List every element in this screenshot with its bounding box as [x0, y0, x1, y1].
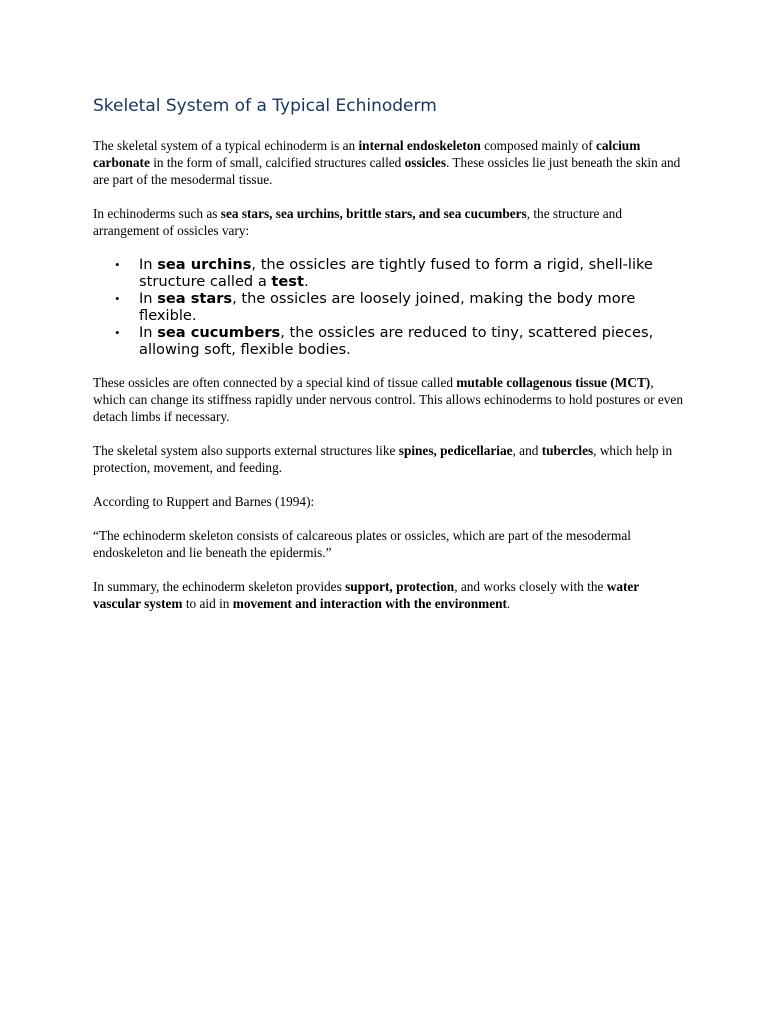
p1-text-1: The skeletal system of a typical echinoderm is an	[93, 138, 359, 153]
p1-bold-internal-endoskeleton: internal endoskeleton	[358, 138, 481, 153]
list-item-sea-stars	[93, 290, 669, 324]
p3-bold-mct: mutable collagenous tissue (MCT)	[456, 375, 651, 390]
p4-bold-tubercles: tubercles	[541, 443, 594, 458]
p7-text-4: .	[506, 596, 511, 611]
p2-text-2: , the structure and arrangement of ossicles vary:	[93, 206, 622, 238]
list-item-text: , the ossicles are reduced to tiny, scattered pieces, allowing soft, flexible bodies.	[139, 324, 654, 358]
list-item-sea-urchins	[93, 256, 669, 290]
p1-text-2: composed mainly of	[480, 138, 596, 153]
document-page	[93, 95, 683, 629]
bullet-marker: •	[115, 325, 120, 340]
p7-bold-movement: movement and interaction with the environment	[232, 596, 507, 611]
p4-text-3: , which help in protection, movement, and feeding.	[93, 443, 673, 475]
bullet-marker: •	[115, 291, 120, 306]
p7-text-2: , and works closely with the	[454, 579, 607, 594]
p2-bold-examples: sea stars, sea urchins, brittle stars, and sea cucumbers	[220, 206, 527, 221]
mct-paragraph	[93, 374, 683, 425]
document-title: Skeletal System of a Typical Echinoderm	[93, 96, 437, 116]
p7-text-1: In summary, the echinoderm skeleton provides	[93, 579, 346, 594]
p7-bold-support: support, protection	[345, 579, 455, 594]
list-item-bold: sea cucumbers	[157, 324, 281, 341]
p2-text-1: In echinoderms such as	[93, 206, 221, 221]
p1-bold-ossicles: ossicles	[404, 155, 447, 170]
external-structures-paragraph	[93, 442, 683, 476]
p1-text-3: in the form of small, calcified structures called	[149, 155, 405, 170]
list-item-text: In	[139, 290, 158, 307]
list-item-sea-cucumbers	[93, 324, 669, 358]
p1-text-4: . These ossicles lie just beneath the skin and are part of the mesodermal tissue.	[93, 155, 681, 187]
p7-bold-water-vascular: water vascular system	[93, 579, 639, 611]
p7-text-3: to aid in	[182, 596, 233, 611]
p1-bold-calcium-carbonate: calcium carbonate	[93, 138, 641, 170]
p4-text-2: , and	[512, 443, 542, 458]
summary-paragraph	[93, 578, 683, 612]
p3-text-1: These ossicles are often connected by a special kind of tissue called	[93, 375, 457, 390]
examples-paragraph	[93, 205, 683, 239]
list-item-bold: sea stars	[157, 290, 233, 307]
intro-paragraph	[93, 137, 683, 188]
list-item-text: In	[139, 324, 158, 341]
ossicle-variation-list	[93, 256, 683, 358]
p3-text-2: , which can change its stiffness rapidly under nervous control. This allows echinoderms to hold postures or even detach limbs if necessary.	[93, 375, 683, 424]
list-item-text: In	[139, 256, 158, 273]
citation-intro-paragraph: According to Ruppert and Barnes (1994):	[93, 494, 315, 509]
list-item-text: , the ossicles are tightly fused to form a rigid, shell-like structure called a	[139, 256, 653, 290]
list-item-text: .	[303, 273, 309, 290]
p4-text-1: The skeletal system also supports external structures like	[93, 443, 399, 458]
p4-bold-spines: spines, pedicellariae	[398, 443, 513, 458]
bullet-marker: •	[115, 257, 120, 272]
quote-paragraph: “The echinoderm skeleton consists of calcareous plates or ossicles, which are part of the mesodermal endoskeleton and lie beneath the epidermis.”	[93, 528, 631, 560]
list-item-bold: sea urchins	[157, 256, 252, 273]
list-item-text: , the ossicles are loosely joined, making the body more flexible.	[139, 290, 636, 324]
list-item-bold-test: test	[271, 273, 304, 290]
